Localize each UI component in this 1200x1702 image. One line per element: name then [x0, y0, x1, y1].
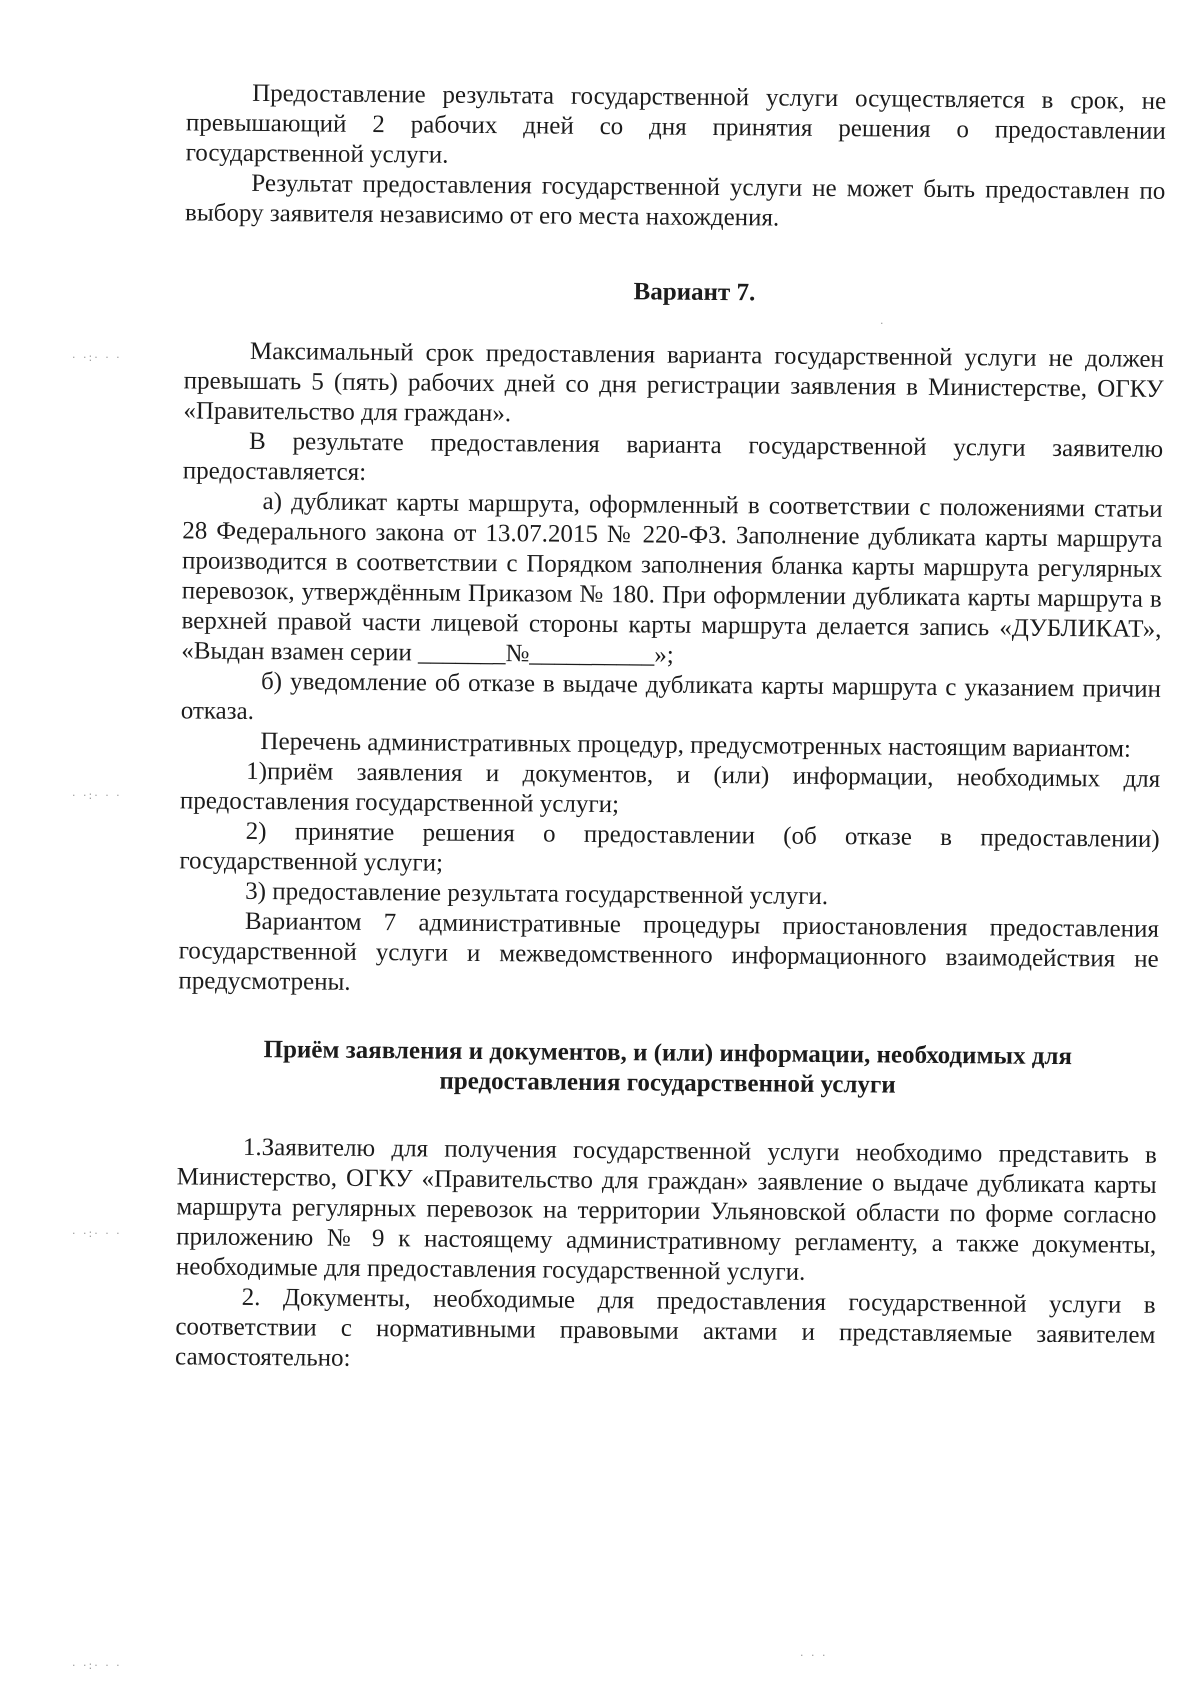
paragraph-max-term: Максимальный срок предоставления варианта государственной услуги не должен превышать 5 (пять) рабочих дней со дня регистрации заявления в Министерстве, ОГКУ «Правительство для граждан».	[183, 337, 1164, 428]
scan-noise-5: ·	[880, 317, 886, 330]
variant-heading: Вариант 7.	[633, 278, 756, 307]
paragraph-section-1: 1.Заявителю для получения государственной услуги необходимо представить в Министерство, ОГКУ «Правительство для граждан» заявление о выдаче дубликата карты маршрута регулярных перевозок на территории Ульяновской области по форме согласно приложению № 9 к настоящему административному регламенту, а также документы, необходимые для предоставления государственной услуги.	[175, 1133, 1158, 1286]
paragraph-section-2: 2. Документы, необходимые для предоставления государственной услуги в соответствии с нормативными правовыми актами и представляемые заявителем самостоятельно:	[175, 1283, 1156, 1372]
paragraph-item-b: б) уведомление об отказе в выдаче дубликата карты маршрута с указанием причин отказа.	[180, 668, 1162, 725]
paragraph-procedure-2: 2) принятие решения о предоставлении (об отказе в предоставлении) государственной услуги;	[179, 817, 1160, 877]
paragraph-result-intro: В результате предоставления варианта государственной услуги заявителю предоставляется:	[182, 427, 1164, 486]
paragraph-result-delivery: Предоставление результата государственной услуги осуществляется в срок, не превышающий 2 рабочих дней со дня принятия решения о предоставлении государственной услуги.	[185, 79, 1167, 169]
scan-noise-6: · · ·	[800, 1649, 828, 1662]
scan-noise-2: · ·:· · ·	[72, 789, 122, 802]
scan-noise-3: · ·:· · ·	[72, 1227, 122, 1240]
paragraph-item-a: а) дубликат карты маршрута, оформленный в соответствии с положениями статьи 28 Федерального закона от 13.07.2015 № 220-ФЗ. Заполнение дубликата карты маршрута производится в соответствии с Порядком заполнения бланка карты маршрута регулярных перевозок, утверждённым Приказом № 180. При оформлении дубликата карты маршрута в верхней правой части лицевой стороны карты маршрута делается запись «ДУБЛИКАТ», «Выдан взамен серии _______№__________»;	[181, 488, 1163, 669]
paragraph-procedures-intro: Перечень административных процедур, предусмотренных настоящим вариантом:	[260, 728, 1132, 763]
section-heading: Приём заявления и документов, и (или) информации, необходимых для предоставления государственной услуги	[263, 1036, 1073, 1099]
paragraph-procedure-3: 3) предоставление результата государственной услуги.	[245, 877, 829, 910]
paragraph-procedure-1: 1)приём заявления и документов, и (или) информации, необходимых для предоставления государственной услуги;	[179, 757, 1161, 819]
scan-noise-1: · ·:· · ·	[72, 351, 122, 364]
scan-noise-4: · ·:· · ·	[72, 1659, 122, 1672]
paragraph-variant-7-note: Вариантом 7 административные процедуры приостановления предоставления государственной услуги и межведомственного информационного взаимодействия не предусмотрены.	[178, 907, 1160, 996]
paragraph-result-location: Результат предоставления государственной услуги не может быть предоставлен по выбору заявителя независимо от его места нахождения.	[184, 169, 1166, 232]
